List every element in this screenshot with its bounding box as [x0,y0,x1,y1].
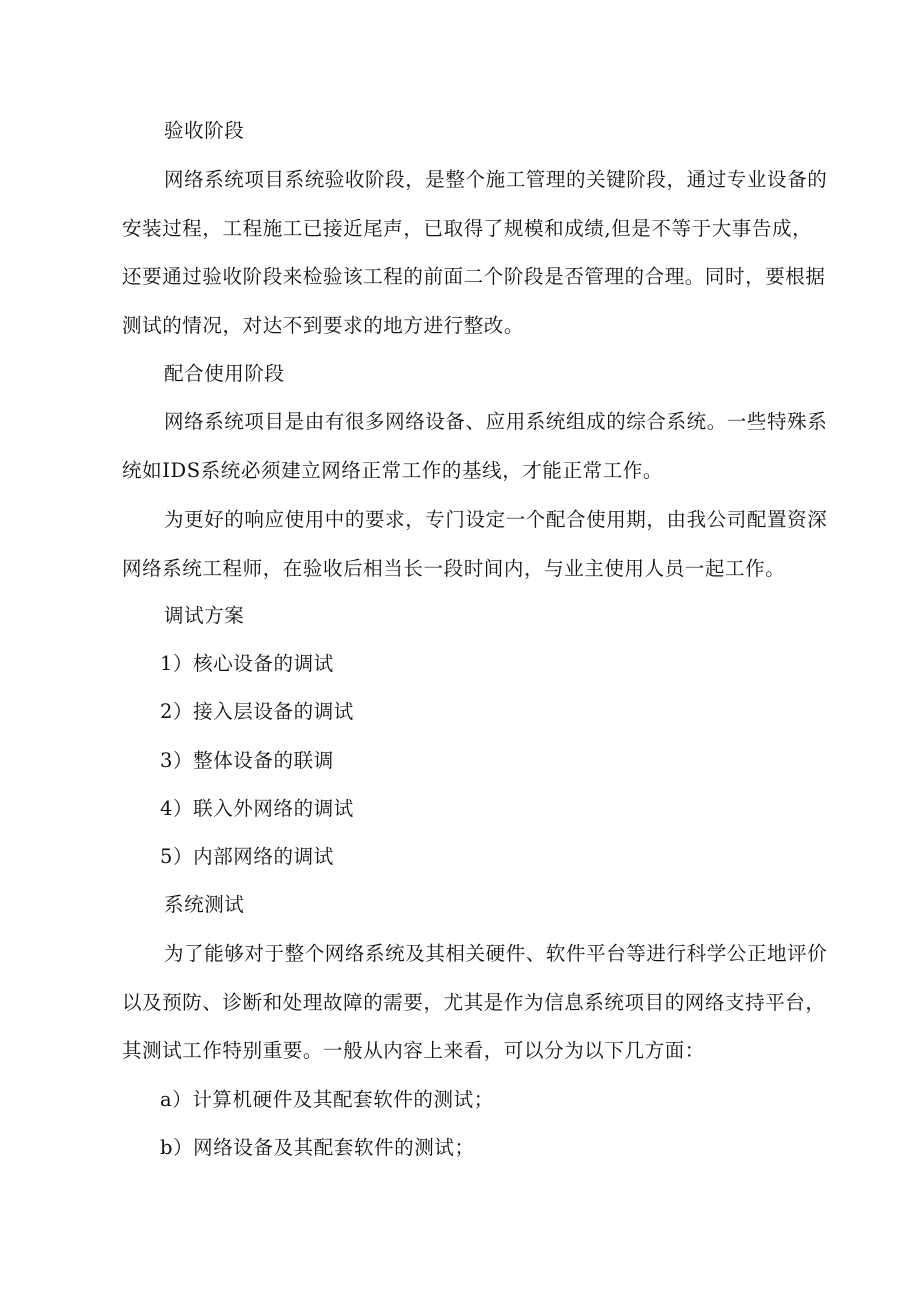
list-item: 4）联入外网络的调试 [160,797,354,820]
paragraph-cooperation-2 [122,496,834,593]
paragraph-line: 为更好的响应使用中的要求，专门设定一个配合使用期，由我公司配置资深 [164,508,828,531]
list-item: 3）整体设备的联调 [160,749,334,772]
paragraph-acceptance [122,156,834,350]
list-item: 1）核心设备的调试 [160,652,334,675]
section-heading-acceptance: 验收阶段 [164,119,245,142]
paragraph-line: 以及预防、诊断和处理故障的需要，尤其是作为信息系统项目的网络支持平台， [122,990,826,1014]
paragraph-line: 其测试工作特别重要。一般从内容上来看，可以分为以下几方面： [122,1039,705,1062]
list-item: a）计算机硬件及其配套软件的测试； [160,1088,494,1111]
paragraph-test [122,930,834,1076]
list-item: 5）内部网络的调试 [160,845,334,868]
section-heading-cooperation: 配合使用阶段 [164,362,285,385]
list-item: 2）接入层设备的调试 [160,700,354,723]
paragraph-line: 统如IDS系统必须建立网络正常工作的基线，才能正常工作。 [122,458,663,482]
paragraph-line: 为了能够对于整个网络系统及其相关硬件、软件平台等进行科学公正地评价 [164,942,828,965]
paragraph-line: 安装过程，工程施工已接近尾声，已取得了规模和成绩,但是不等于大事告成， [122,216,813,240]
section-heading-debug: 调试方案 [164,604,245,627]
section-heading-test: 系统测试 [164,893,245,916]
paragraph-cooperation-1 [122,398,834,495]
paragraph-line: 测试的情况，对达不到要求的地方进行整改。 [122,313,525,337]
paragraph-line: 网络系统工程师，在验收后相当长一段时间内，与业主使用人员一起工作。 [122,556,786,580]
paragraph-line: 网络系统项目系统验收阶段，是整个施工管理的关键阶段，通过专业设备的 [164,168,828,191]
list-item: b）网络设备及其配套软件的测试； [160,1136,475,1159]
paragraph-line: 还要通过验收阶段来检验该工程的前面二个阶段是否管理的合理。同时，要根据 [122,265,826,288]
paragraph-line: 网络系统项目是由有很多网络设备、应用系统组成的综合系统。一些特殊系 [164,410,828,433]
